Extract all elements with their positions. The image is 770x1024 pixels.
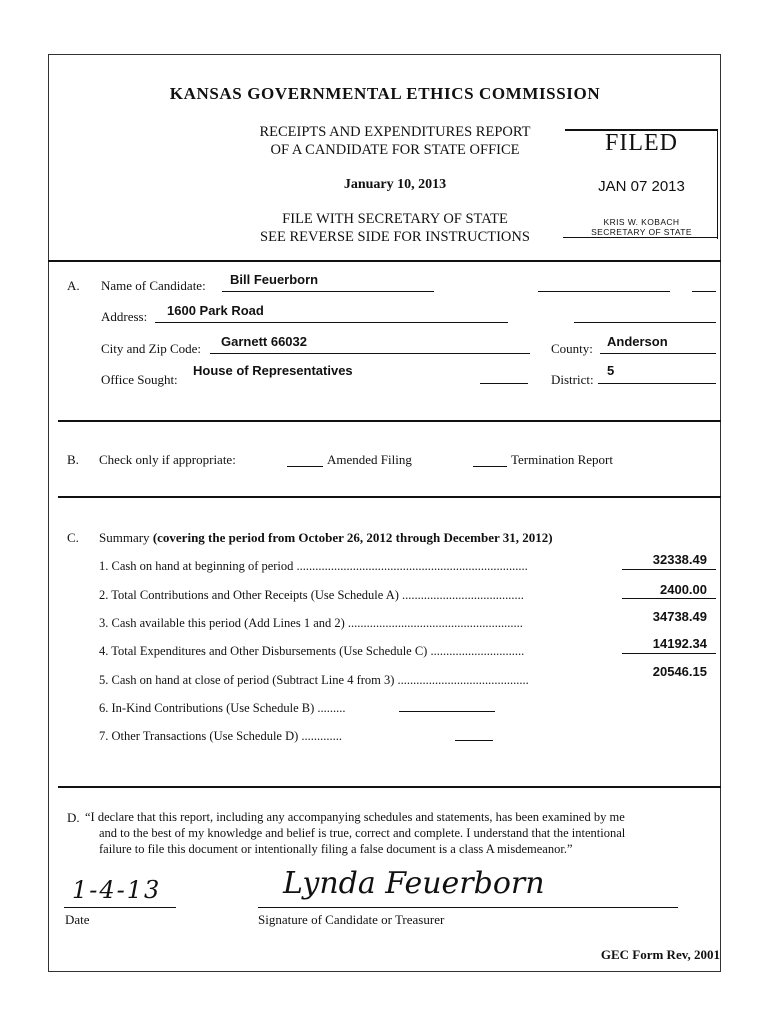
termination-report-label: Termination Report: [511, 452, 613, 467]
filed-stamp-name: KRIS W. KOBACH: [603, 217, 680, 227]
signature-line: [258, 907, 678, 908]
filed-stamp-bottom-rule: [563, 237, 718, 238]
divider-after-section-c: [58, 786, 721, 788]
report-date: January 10, 2013: [343, 177, 447, 192]
summary-line-4-rule: [622, 653, 716, 654]
section-a-letter: A.: [67, 278, 80, 293]
summary-line-5-label: 5. Cash on hand at close of period (Subtract Line 4 from 3) ..........................................: [99, 673, 529, 687]
district-value: 5: [607, 363, 615, 378]
district-line: [598, 383, 716, 384]
candidate-name-label: Name of Candidate:: [101, 278, 206, 293]
form-revision: GEC Form Rev, 2001: [600, 947, 720, 962]
divider-after-section-b: [58, 496, 721, 498]
summary-line-1-rule: [622, 569, 716, 570]
summary-line-7-label: 7. Other Transactions (Use Schedule D) .............: [99, 729, 343, 743]
address-label: Address:: [101, 309, 148, 324]
filed-stamp-date: JAN 07 2013: [598, 178, 685, 195]
declaration-line-1: “I declare that this report, including any accompanying schedules and statements, has been examined by me: [85, 810, 625, 824]
divider-after-header: [48, 260, 721, 262]
candidate-name-value: Bill Feuerborn: [230, 272, 319, 287]
summary-line-3-amount: 34738.49: [652, 609, 707, 624]
handwritten-signature: Lynda Feuerborn: [283, 866, 545, 901]
address-value: 1600 Park Road: [167, 303, 264, 318]
check-appropriate-label: Check only if appropriate:: [99, 452, 236, 467]
blank-line-2: [692, 291, 716, 292]
commission-title: KANSAS GOVERNMENTAL ETHICS COMMISSION: [169, 84, 601, 103]
amended-filing-label: Amended Filing: [327, 452, 412, 467]
summary-line-6-label: 6. In-Kind Contributions (Use Schedule B) .........: [99, 701, 346, 715]
county-line: [600, 353, 716, 354]
handwritten-date: 1-4-13: [72, 876, 162, 904]
county-label: County:: [551, 341, 593, 356]
blank-line-3: [574, 322, 716, 323]
amended-filing-checkbox-line[interactable]: [287, 466, 323, 467]
summary-line-7-rule: [455, 740, 493, 741]
report-title-line1: RECEIPTS AND EXPENDITURES REPORT: [259, 124, 531, 140]
city-zip-line: [210, 353, 530, 354]
summary-line-3-label: 3. Cash available this period (Add Lines 1 and 2) ........................................................: [99, 616, 523, 630]
filed-stamp-office: SECRETARY OF STATE: [591, 227, 692, 237]
summary-heading-plain: Summary: [99, 530, 153, 545]
address-line: [155, 322, 508, 323]
summary-line-1-label: 1. Cash on hand at beginning of period ..........................................................................: [99, 559, 528, 573]
city-zip-value: Garnett 66032: [221, 334, 307, 349]
date-line: [64, 907, 176, 908]
summary-line-6-rule: [399, 711, 495, 712]
filed-stamp-label: FILED: [605, 130, 678, 156]
candidate-name-line: [222, 291, 434, 292]
file-instruction-line1: FILE WITH SECRETARY OF STATE: [282, 211, 508, 227]
summary-heading: [99, 530, 553, 546]
county-value: Anderson: [607, 334, 668, 349]
report-title-line2: OF A CANDIDATE FOR STATE OFFICE: [270, 142, 520, 158]
section-d-letter: D.: [67, 810, 80, 825]
district-label: District:: [551, 372, 594, 387]
signature-label: Signature of Candidate or Treasurer: [258, 912, 445, 927]
section-b-letter: B.: [67, 452, 79, 467]
summary-heading-period: (covering the period from October 26, 2012 through December 31, 2012): [152, 530, 553, 545]
summary-line-2-rule: [622, 598, 716, 599]
section-c-letter: C.: [67, 530, 79, 545]
summary-line-4-label: 4. Total Expenditures and Other Disbursements (Use Schedule C) ..............................: [99, 644, 525, 658]
summary-line-4-amount: 14192.34: [652, 636, 707, 651]
summary-line-2-amount: 2400.00: [660, 582, 707, 597]
declaration-line-2: and to the best of my knowledge and belief is true, correct and complete. I understand that the intentional: [99, 826, 626, 840]
file-instruction-line2: SEE REVERSE SIDE FOR INSTRUCTIONS: [260, 229, 530, 245]
office-sought-line: [480, 383, 528, 384]
summary-line-5-amount: 20546.15: [652, 664, 707, 679]
date-label: Date: [65, 912, 90, 927]
office-sought-value: House of Representatives: [193, 363, 353, 378]
summary-line-2-label: 2. Total Contributions and Other Receipts (Use Schedule A) .......................................: [99, 588, 524, 602]
city-zip-label: City and Zip Code:: [101, 341, 202, 356]
blank-line-1: [538, 291, 670, 292]
summary-line-1-amount: 32338.49: [652, 552, 707, 567]
declaration-line-3: failure to file this document or intentionally filing a false document is a class A misdemeanor.”: [99, 842, 573, 856]
office-sought-label: Office Sought:: [101, 372, 178, 387]
divider-after-section-a: [58, 420, 721, 422]
termination-report-checkbox-line[interactable]: [473, 466, 507, 467]
